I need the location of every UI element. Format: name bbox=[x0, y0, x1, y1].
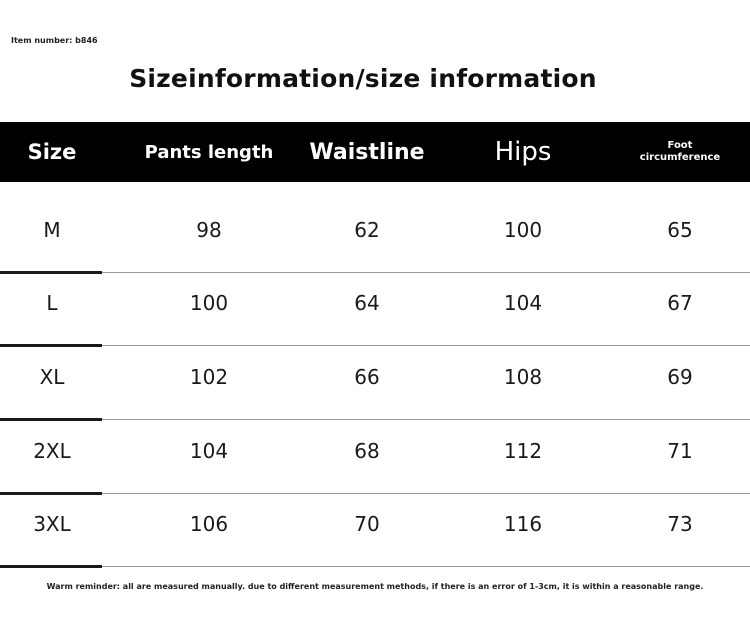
table-row bbox=[0, 497, 750, 571]
header-size: Size bbox=[27, 140, 77, 164]
row-accent-bar bbox=[0, 344, 102, 347]
cell-hips: 104 bbox=[503, 291, 543, 315]
row-divider bbox=[0, 566, 750, 567]
cell-waistline: 64 bbox=[354, 291, 380, 315]
cell-waistline: 66 bbox=[354, 365, 380, 389]
row-accent-bar bbox=[0, 418, 102, 421]
cell-foot-circumference: 71 bbox=[667, 439, 693, 463]
header-foot-circumference bbox=[610, 122, 750, 182]
cell-hips: 100 bbox=[503, 218, 543, 242]
cell-waistline: 62 bbox=[354, 218, 380, 242]
table-header bbox=[0, 122, 750, 182]
row-divider bbox=[0, 272, 750, 273]
cell-foot-circumference: 73 bbox=[667, 512, 693, 536]
table-row bbox=[0, 203, 750, 277]
header-foot-line1: Foot bbox=[667, 140, 693, 151]
cell-pants-length: 98 bbox=[196, 218, 222, 242]
cell-pants-length: 106 bbox=[189, 512, 229, 536]
header-hips: Hips bbox=[494, 137, 552, 167]
header-waistline: Waistline bbox=[309, 139, 425, 165]
cell-size: L bbox=[46, 291, 58, 315]
cell-foot-circumference: 67 bbox=[667, 291, 693, 315]
cell-foot-circumference: 65 bbox=[667, 218, 693, 242]
cell-hips: 108 bbox=[503, 365, 543, 389]
cell-pants-length: 100 bbox=[189, 291, 229, 315]
cell-pants-length: 102 bbox=[189, 365, 229, 389]
row-divider bbox=[0, 419, 750, 420]
page-title: Sizeinformation/size information bbox=[129, 64, 597, 93]
cell-size: 2XL bbox=[33, 439, 71, 463]
cell-size: XL bbox=[39, 365, 65, 389]
warm-reminder: Warm reminder: all are measured manually. due to different measurement methods, if there is an error of 1-3cm, it is within a reasonable range. bbox=[46, 582, 704, 591]
cell-size: M bbox=[43, 218, 61, 242]
header-foot-line2: circumference bbox=[639, 152, 721, 163]
row-accent-bar bbox=[0, 271, 102, 274]
cell-hips: 116 bbox=[503, 512, 543, 536]
row-divider bbox=[0, 345, 750, 346]
cell-waistline: 68 bbox=[354, 439, 380, 463]
item-number: Item number: b846 bbox=[11, 36, 98, 45]
cell-size: 3XL bbox=[33, 512, 71, 536]
cell-hips: 112 bbox=[503, 439, 543, 463]
header-pants-length: Pants length bbox=[144, 141, 274, 163]
cell-pants-length: 104 bbox=[189, 439, 229, 463]
table-row bbox=[0, 424, 750, 498]
row-divider bbox=[0, 493, 750, 494]
table-row bbox=[0, 276, 750, 350]
cell-foot-circumference: 69 bbox=[667, 365, 693, 389]
table-row bbox=[0, 350, 750, 424]
cell-waistline: 70 bbox=[354, 512, 380, 536]
row-accent-bar bbox=[0, 492, 102, 495]
row-accent-bar bbox=[0, 565, 102, 568]
